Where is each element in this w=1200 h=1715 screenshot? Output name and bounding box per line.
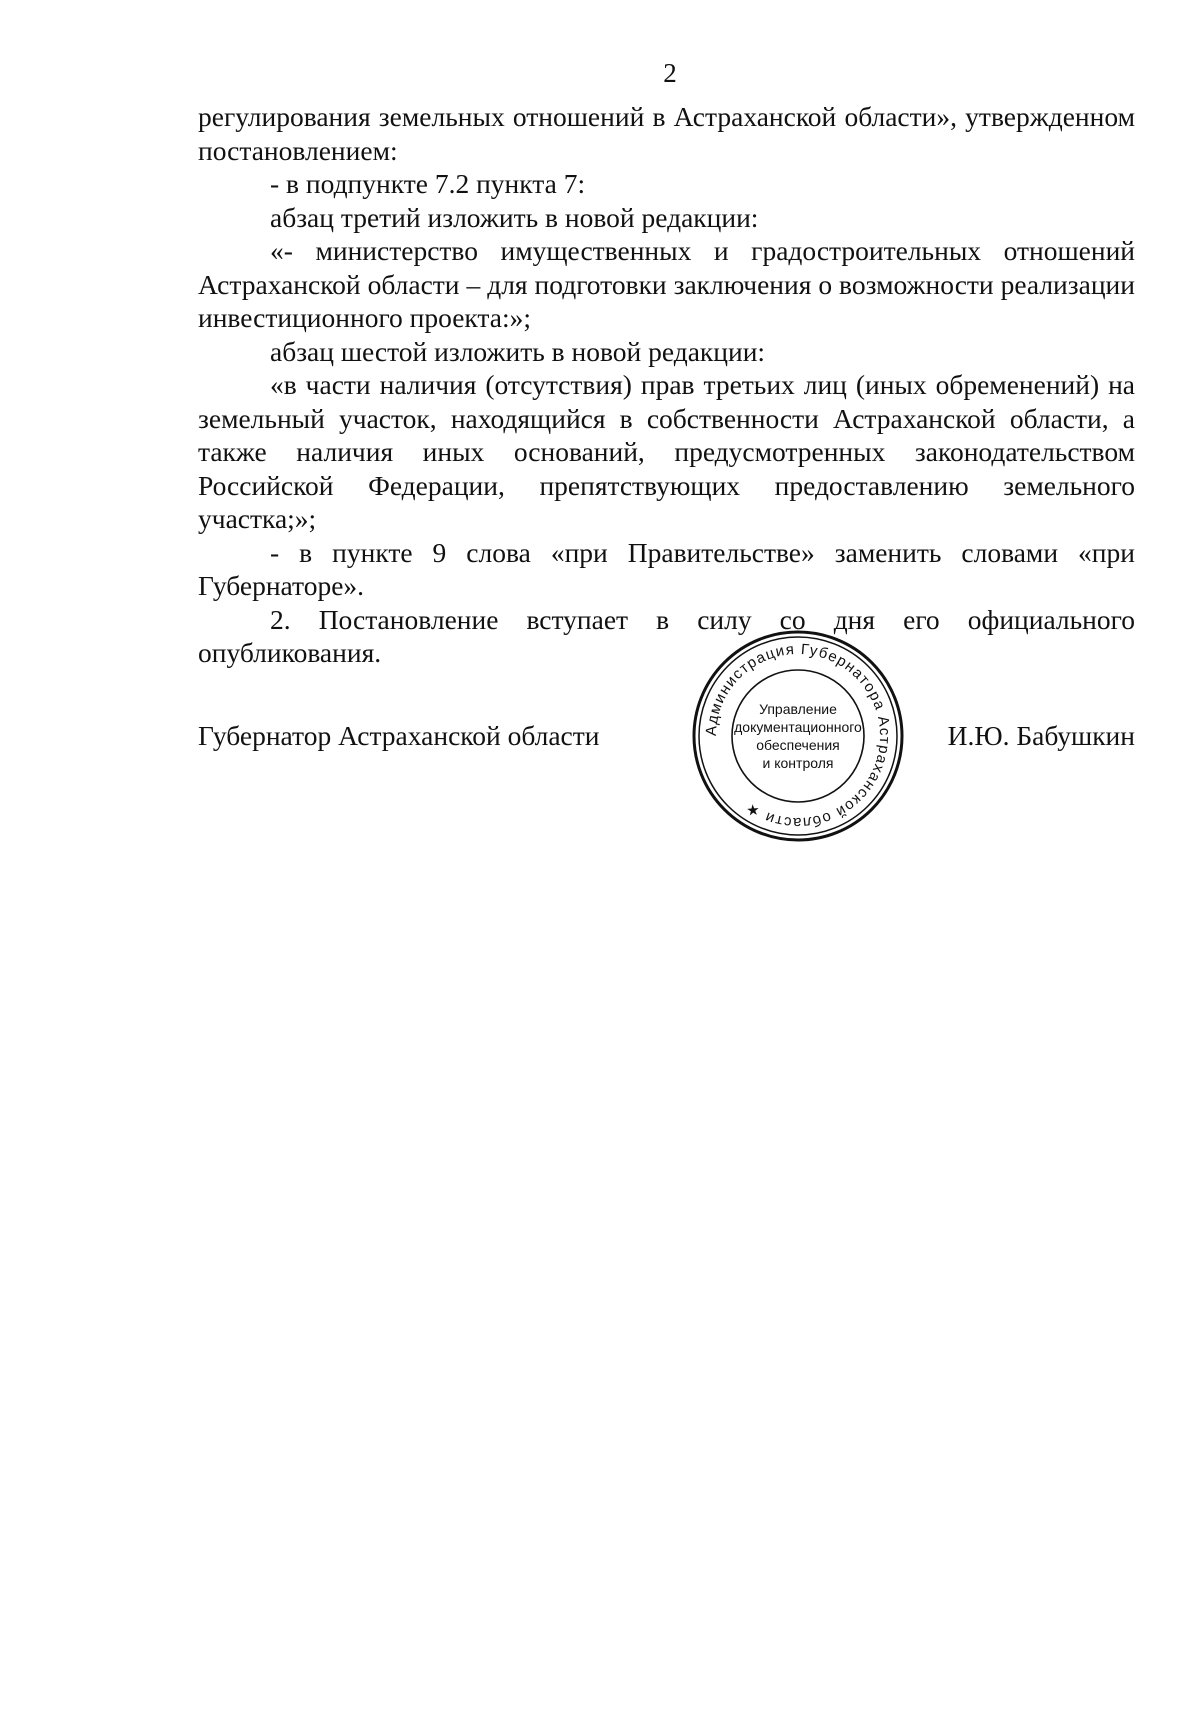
seal-ring-text: Администрация Губернатора Астраханской области ★ <box>702 640 894 832</box>
seal-center-line-3: обеспечения <box>756 737 840 753</box>
signatory-title: Губернатор Астраханской области <box>198 720 600 751</box>
paragraph-amendment-intro-2: абзац шестой изложить в новой редакции: <box>270 335 766 367</box>
paragraph-effective-date: 2. Постановление вступает в силу со дня его официального опубликования. <box>198 603 1135 668</box>
signatory-name: И.Ю. Бабушкин <box>947 720 1135 751</box>
seal-center-line-4: и контроля <box>762 755 834 771</box>
paragraph-subclause: - в подпункте 7.2 пункта 7: <box>270 168 586 199</box>
paragraph-continuation: регулирования земельных отношений в Астраханской области», утвержденном постановлением: <box>198 101 1135 166</box>
document-body <box>198 100 1135 670</box>
seal-center-line-2: документационного <box>734 719 862 735</box>
paragraph-clause-9: - в пункте 9 слова «при Правительстве» заменить словами «при Губернаторе». <box>198 536 1135 601</box>
signature-block <box>198 720 1135 760</box>
official-seal-stamp <box>690 628 906 844</box>
paragraph-amendment-text-2: «в части наличия (отсутствия) прав третьих лиц (иных обременений) на земельный участок, находящийся в собственности Астраханской области, а также наличия иных оснований, предусмотренных законодательством Российской Федерации, препятствующих предоставлению земельного участка;»; <box>198 369 1135 534</box>
paragraph-amendment-intro: абзац третий изложить в новой редакции: <box>270 201 759 233</box>
seal-center-line-1: Управление <box>759 701 837 717</box>
page-number: 2 <box>663 58 677 88</box>
paragraph-amendment-text: «- министерство имущественных и градостроительных отношений Астраханской области – для подготовки заключения о возможности реализации инвестиционного проекта:»; <box>198 235 1135 333</box>
